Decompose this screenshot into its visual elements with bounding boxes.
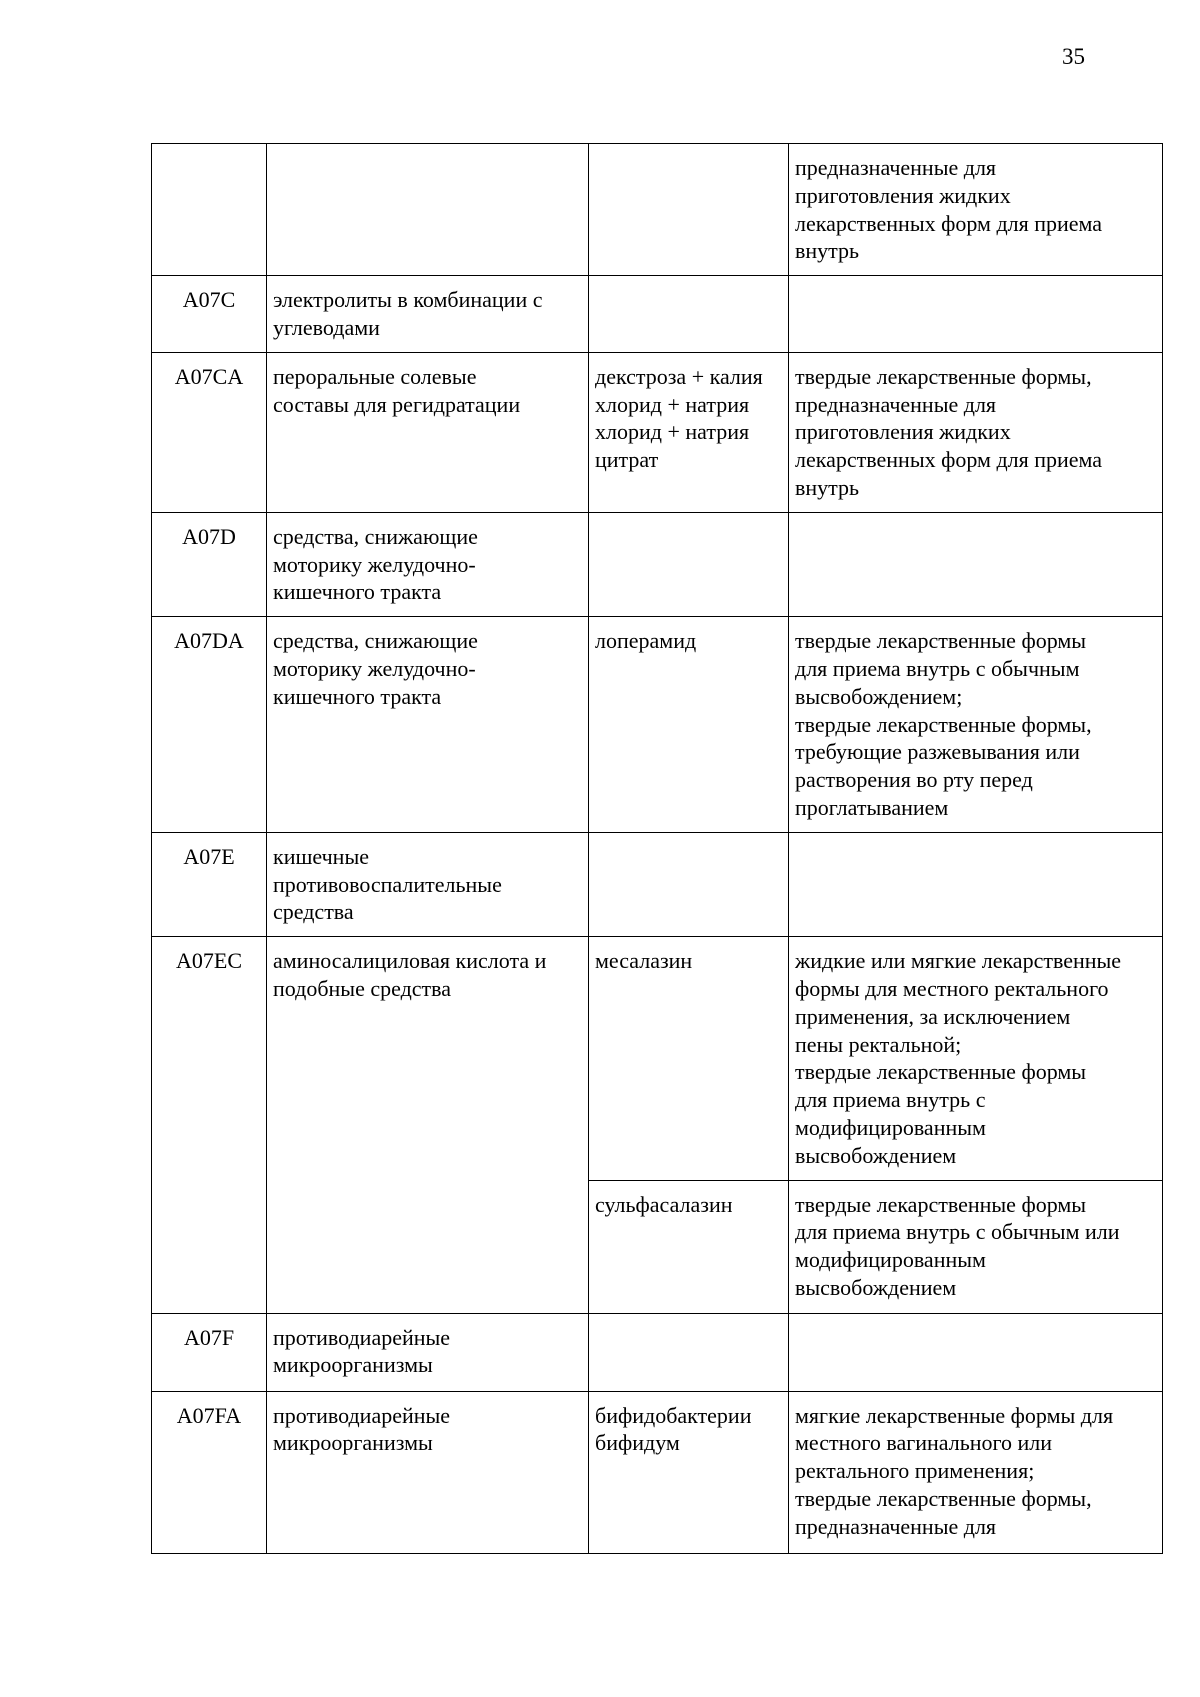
dosage-form-text: твердые лекарственные формы <box>795 628 1087 654</box>
dosage-form-text: применения, за исключением <box>795 1003 1071 1029</box>
atc-code-cell <box>152 512 267 616</box>
dosage-form-cell <box>789 276 1163 353</box>
dosage-form-text: формы для местного ректального <box>795 975 1109 1001</box>
drug-cell <box>589 832 789 936</box>
drug-classification-table <box>151 143 1163 1554</box>
atc-code-cell <box>152 144 267 276</box>
drug-cell <box>589 1180 789 1313</box>
group-text: составы для регидратации <box>273 391 521 417</box>
atc-code: A07C <box>182 287 236 313</box>
dosage-form-text: проглатыванием <box>795 794 949 820</box>
page-number: 35 <box>1062 44 1085 69</box>
table-row <box>152 937 1163 1180</box>
dosage-form-cell <box>789 617 1163 833</box>
dosage-form-text: предназначенные для <box>795 1513 997 1539</box>
dosage-form-text: высвобождением; <box>795 683 963 709</box>
group-text: аминосалициловая кислота и <box>273 948 547 974</box>
drug-cell <box>589 144 789 276</box>
dosage-form-text: твердые лекарственные формы, <box>795 363 1092 389</box>
atc-code: A07F <box>183 1324 235 1350</box>
group-text: углеводами <box>273 314 380 340</box>
table-row <box>152 832 1163 936</box>
dosage-form-text: для приема внутрь с обычным <box>795 655 1080 681</box>
drug-name: хлорид + натрия <box>595 419 750 445</box>
dosage-form-cell <box>789 937 1163 1180</box>
atc-code-cell <box>152 937 267 1313</box>
group-text: микроорганизмы <box>273 1352 433 1378</box>
dosage-form-text: местного вагинального или <box>795 1430 1053 1456</box>
drug-name: лоперамид <box>595 628 697 654</box>
table-row <box>152 144 1163 276</box>
group-cell <box>267 617 589 833</box>
dosage-form-cell <box>789 832 1163 936</box>
drug-cell <box>589 1391 789 1553</box>
atc-code: A07CA <box>174 363 244 389</box>
table-row <box>152 276 1163 353</box>
group-text: пероральные солевые <box>273 363 477 389</box>
dosage-form-text: лекарственных форм для приема <box>795 210 1103 236</box>
drug-cell <box>589 512 789 616</box>
drug-name: месалазин <box>595 948 693 974</box>
group-text: средства, снижающие <box>273 628 478 654</box>
atc-code: A07FA <box>176 1402 242 1428</box>
dosage-form-text: для приема внутрь с <box>795 1087 986 1113</box>
dosage-form-cell <box>789 1313 1163 1391</box>
dosage-form-text: ректального применения; <box>795 1458 1035 1484</box>
atc-code-cell <box>152 352 267 512</box>
group-text: моторику желудочно- <box>273 655 476 681</box>
dosage-form-text: твердые лекарственные формы, <box>795 711 1092 737</box>
drug-name: хлорид + натрия <box>595 391 750 417</box>
atc-code-cell <box>152 276 267 353</box>
group-text: средства, снижающие <box>273 523 478 549</box>
dosage-form-text: твердые лекарственные формы <box>795 1191 1087 1217</box>
atc-code-cell <box>152 1391 267 1553</box>
group-cell <box>267 276 589 353</box>
table-row <box>152 512 1163 616</box>
group-text: электролиты в комбинации с <box>273 287 543 313</box>
dosage-form-cell <box>789 144 1163 276</box>
dosage-form-text: жидкие или мягкие лекарственные <box>795 948 1122 974</box>
dosage-form-text: предназначенные для <box>795 391 997 417</box>
dosage-form-text: приготовления жидких <box>795 182 1011 208</box>
drug-cell <box>589 352 789 512</box>
dosage-form-text: пены ректальной; <box>795 1031 962 1057</box>
dosage-form-text: модифицированным <box>795 1247 986 1273</box>
group-text: микроорганизмы <box>273 1430 433 1456</box>
group-text: противовоспалительные <box>273 871 502 897</box>
dosage-form-text: твердые лекарственные формы, <box>795 1485 1092 1511</box>
drug-cell <box>589 1313 789 1391</box>
drug-cell <box>589 276 789 353</box>
dosage-form-text: растворения во рту перед <box>795 767 1033 793</box>
group-cell <box>267 512 589 616</box>
table-row <box>152 352 1163 512</box>
group-text: кишечного тракта <box>273 683 442 709</box>
drug-name: цитрат <box>595 447 659 473</box>
atc-code-cell <box>152 1313 267 1391</box>
dosage-form-text: высвобождением <box>795 1274 957 1300</box>
group-cell <box>267 352 589 512</box>
dosage-form-text: предназначенные для <box>795 155 997 180</box>
group-cell <box>267 1313 589 1391</box>
dosage-form-text: приготовления жидких <box>795 419 1011 445</box>
dosage-form-text: лекарственных форм для приема <box>795 447 1103 473</box>
group-text: подобные средства <box>273 975 452 1001</box>
group-text: противодиарейные <box>273 1402 451 1428</box>
dosage-form-text: твердые лекарственные формы <box>795 1059 1087 1085</box>
atc-code: A07EC <box>176 948 242 974</box>
group-cell <box>267 144 589 276</box>
group-cell <box>267 832 589 936</box>
atc-code: A07DA <box>174 628 244 654</box>
dosage-form-cell <box>789 512 1163 616</box>
table-row <box>152 1313 1163 1391</box>
group-text: моторику желудочно- <box>273 551 476 577</box>
atc-code-cell <box>152 617 267 833</box>
atc-code: A07D <box>182 523 236 549</box>
table-row <box>152 1391 1163 1553</box>
dosage-form-cell <box>789 1180 1163 1313</box>
table-row <box>152 617 1163 833</box>
dosage-form-cell <box>789 352 1163 512</box>
group-text: противодиарейные <box>273 1324 451 1350</box>
dosage-form-cell <box>789 1391 1163 1553</box>
atc-code: A07E <box>183 843 235 869</box>
group-text: средства <box>273 899 354 925</box>
dosage-form-text: для приема внутрь с обычным или <box>795 1219 1120 1245</box>
drug-name: бифидум <box>595 1430 680 1456</box>
drug-name: сульфасалазин <box>595 1191 733 1217</box>
dosage-form-text: модифицированным <box>795 1114 986 1140</box>
group-text: кишечного тракта <box>273 579 442 605</box>
group-cell <box>267 1391 589 1553</box>
dosage-form-text: мягкие лекарственные формы для <box>795 1402 1114 1428</box>
dosage-form-text: внутрь <box>795 238 860 264</box>
dosage-form-text: внутрь <box>795 474 860 500</box>
drug-cell <box>589 617 789 833</box>
drug-name: декстроза + калия <box>595 363 763 389</box>
atc-code-cell <box>152 832 267 936</box>
drug-cell <box>589 937 789 1180</box>
group-text: кишечные <box>273 843 370 869</box>
drug-name: бифидобактерии <box>595 1402 752 1428</box>
dosage-form-text: требующие разжевывания или <box>795 739 1080 765</box>
dosage-form-text: высвобождением <box>795 1142 957 1168</box>
group-cell <box>267 937 589 1313</box>
